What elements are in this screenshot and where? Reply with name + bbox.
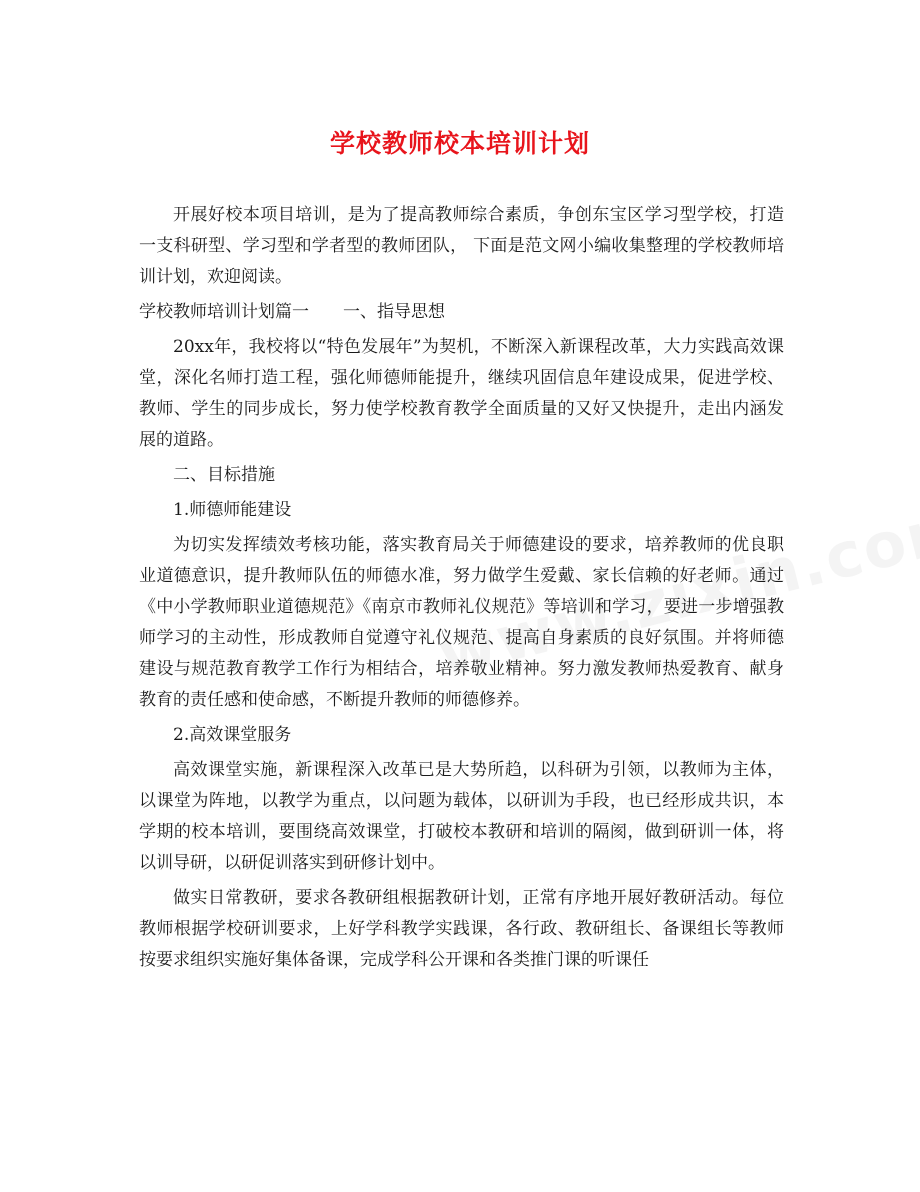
guide-paragraph: 20xx年，我校将以“特色发展年”为契机，不断深入新课程改革，大力实践高效课堂，深化名师打造工程，强化师德师能提升，继续巩固信息年建设成果，促进学校、教师、学生的同步成长，努力使学校教育教学全面质量的又好又快提升，走出内涵发展的道路。 [139,337,784,450]
document-title: 学校教师校本培训计划 [329,129,590,158]
classroom-paragraph: 高效课堂实施，新课程深入改革已是大势所趋，以科研为引领，以教师为主体，以课堂为阵地，以教学为重点，以问题为载体，以研训为手段，也已经形成共识，本学期的校本培训，要围绕高效课堂，打破校本教研和培训的隔阂，做到研训一体，将以训导研，以研促训落实到研修计划中。 [139,760,784,873]
subheading-ethics: 1.师德师能建设 [173,500,292,520]
intro-paragraph: 开展好校本项目培训，是为了提高教师综合素质，争创东宝区学习型学校，打造一支科研型、学习型和学者型的教师团队， 下面是范文网小编收集整理的学校教师培训计划，欢迎阅读。 [139,205,784,287]
ethics-paragraph: 为切实发挥绩效考核功能，落实教育局关于师德建设的要求，培养教师的优良职业道德意识，提升教师队伍的师德水准，努力做学生爱戴、家长信赖的好老师。通过《中小学教师职业道德规范》《南京市教师礼仪规范》等培训和学习，要进一步增强教师学习的主动性，形成教师自觉遵守礼仪规范、提高自身素质的良好氛围。并将师德建设与规范教育教学工作行为相结合，培养敬业精神。努力激发教师热爱教育、献身教育的责任感和使命感，不断提升教师的师德修养。 [139,535,784,710]
section-label: 学校教师培训计划篇一 [139,302,309,322]
document-body [139,200,784,980]
subheading-classroom: 2.高效课堂服务 [173,725,292,745]
heading-targets: 二、目标措施 [173,465,275,485]
daily-paragraph: 做实日常教研，要求各教研组根据教研计划，正常有序地开展好教研活动。每位教师根据学校研训要求，上好学科教学实践课，各行政、教研组长、备课组长等教师按要求组织实施好集体备课，完成学科公开课和各类推门课的听课任 [139,888,784,970]
section-line [139,297,784,328]
section-heading: 一、指导思想 [343,302,445,322]
